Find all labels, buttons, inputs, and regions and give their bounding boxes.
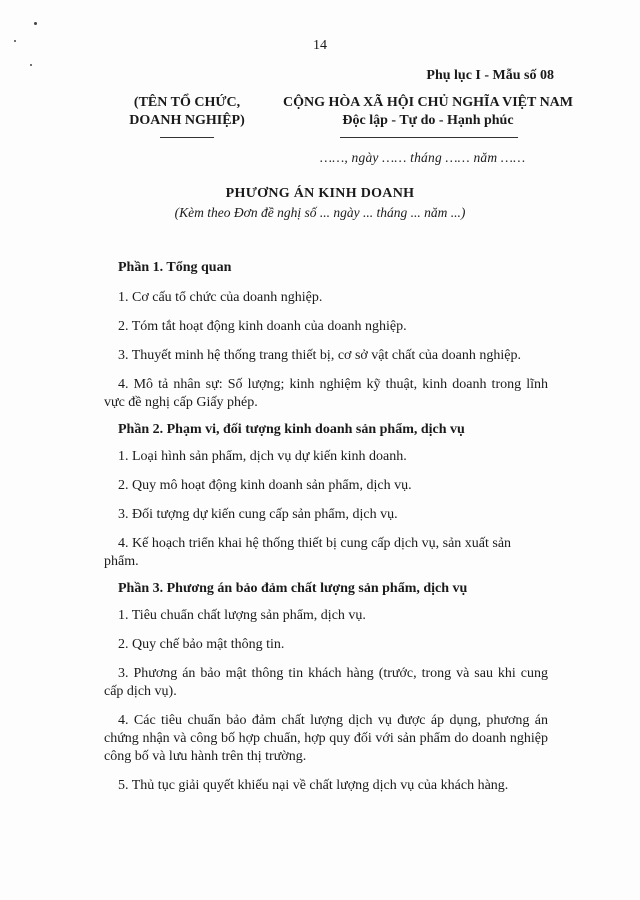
section-heading: Phần 2. Phạm vi, đối tượng kinh doanh sản phẩm, dịch vụ: [118, 422, 465, 437]
section-heading: Phần 3. Phương án bảo đảm chất lượng sản phẩm, dịch vụ: [118, 581, 468, 596]
organization-underline: [160, 137, 214, 138]
scan-speck: [34, 22, 37, 25]
section-heading: Phần 1. Tổng quan: [118, 260, 232, 275]
organization-line-2: DOANH NGHIỆP): [129, 113, 245, 128]
appendix-label: Phụ lục I - Mẫu số 08: [426, 68, 554, 83]
document-body: [104, 258, 548, 795]
list-item: 2. Tóm tắt hoạt động kinh doanh của doanh nghiệp.: [118, 319, 407, 334]
list-item: 5. Thủ tục giải quyết khiếu nại về chất lượng dịch vụ của khách hàng.: [118, 778, 509, 793]
date-line: ……, ngày …… tháng …… năm ……: [320, 150, 526, 165]
list-item: 2. Quy chế bảo mật thông tin.: [118, 637, 285, 652]
document-title: PHƯƠNG ÁN KINH DOANH: [225, 186, 415, 201]
document-subtitle: (Kèm theo Đơn đề nghị số ... ngày ... tháng ... năm ...): [174, 205, 466, 220]
list-item: 1. Cơ cấu tổ chức của doanh nghiệp.: [118, 290, 323, 305]
national-heading: [278, 94, 578, 130]
organization-block: [112, 94, 262, 130]
list-item: 4. Mô tả nhân sự: Số lượng; kinh nghiệm kỹ thuật, kinh doanh trong lĩnh vực đề nghị cấp Giấy phép.: [104, 377, 548, 410]
list-item: 1. Loại hình sản phẩm, dịch vụ dự kiến kinh doanh.: [118, 449, 407, 464]
list-item: 3. Phương án bảo mật thông tin khách hàng (trước, trong và sau khi cung cấp dịch vụ).: [104, 666, 548, 699]
organization-line-1: (TÊN TỔ CHỨC,: [133, 95, 241, 110]
list-item: 1. Tiêu chuẩn chất lượng sản phẩm, dịch vụ.: [118, 608, 366, 623]
nation-name: CỘNG HÒA XÃ HỘI CHỦ NGHĨA VIỆT NAM: [282, 95, 573, 110]
list-item: 3. Thuyết minh hệ thống trang thiết bị, cơ sở vật chất của doanh nghiệp.: [118, 348, 521, 363]
scan-speck: [30, 64, 32, 66]
list-item: 2. Quy mô hoạt động kinh doanh sản phẩm, dịch vụ.: [118, 478, 412, 493]
list-item: 4. Các tiêu chuẩn bảo đảm chất lượng dịch vụ được áp dụng, phương án chứng nhận và công bố hợp chuẩn, hợp quy đối với sản phẩm do doanh nghiệp công bố và lưu hành trên thị trường.: [104, 713, 548, 764]
page-number: 14: [313, 38, 327, 53]
list-item: 3. Đối tượng dự kiến cung cấp sản phẩm, dịch vụ.: [118, 507, 398, 522]
nation-motto: Độc lập - Tự do - Hạnh phúc: [342, 113, 514, 128]
list-item: 4. Kế hoạch triển khai hệ thống thiết bị cung cấp dịch vụ, sản xuất sản phẩm.: [104, 536, 512, 569]
motto-underline: [340, 137, 518, 138]
